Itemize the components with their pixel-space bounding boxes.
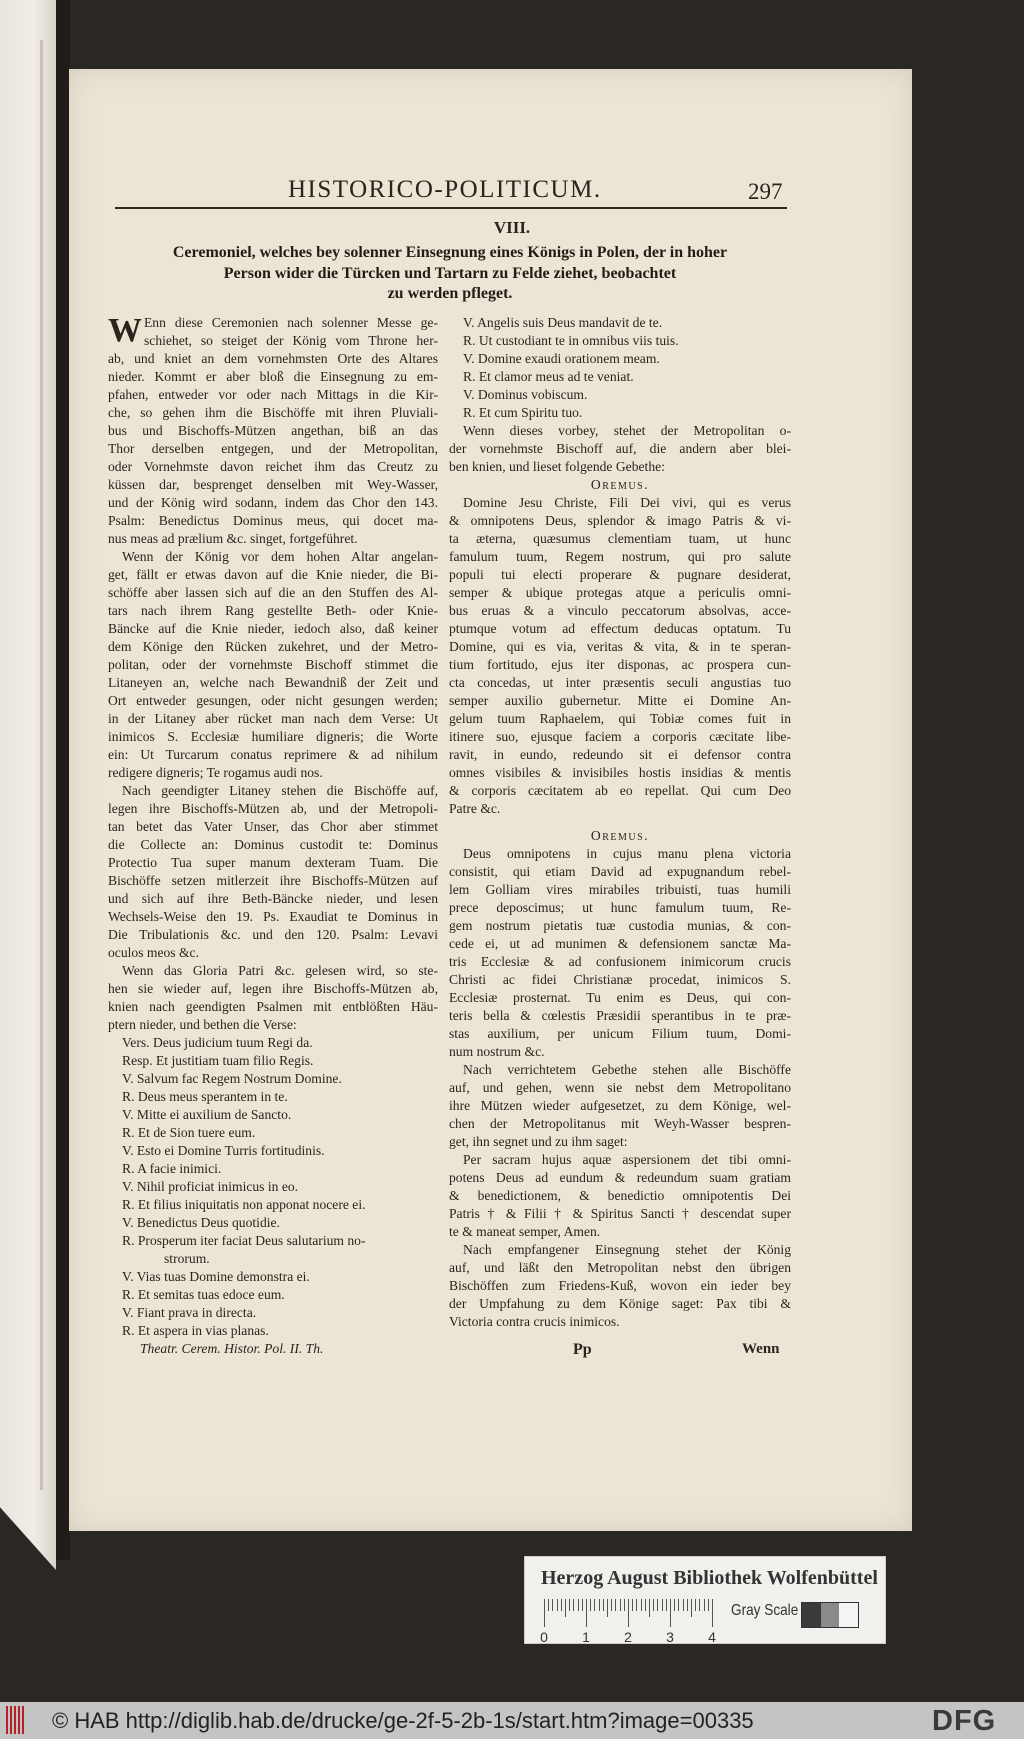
text-line: te & maneat semper, Amen. bbox=[449, 1224, 601, 1239]
text-line: küssen dar, besprenget denselben mit Wey-Wasser, bbox=[108, 477, 438, 492]
text-line: tium fortitudo, ejus iter disponas, ac prospera cun- bbox=[449, 657, 791, 672]
dfg-logo: DFG bbox=[932, 1705, 997, 1737]
running-head: HISTORICO-POLITICUM. bbox=[288, 176, 602, 203]
ruler-tick bbox=[628, 1599, 629, 1627]
text-line: Patris † & Filii † & Spiritus Sancti † descendat super bbox=[449, 1206, 791, 1221]
text-line: lem Golliam vires mirabiles tribuisti, tuas humili bbox=[449, 882, 791, 897]
text-line: Vers. Deus judicium tuum Regi da. bbox=[122, 1035, 313, 1050]
text-line: Nach geendigter Litaney stehen die Bischöffe auf, bbox=[122, 783, 438, 798]
signature-mark: Pp bbox=[573, 1341, 592, 1358]
verse-item bbox=[108, 1196, 438, 1214]
text-line: nus meas ad prælium &c. singet, fortgeführet. bbox=[108, 531, 358, 546]
ruler-tick bbox=[569, 1599, 570, 1611]
title-line: Person wider die Türcken und Tartarn zu Felde ziehet, beobachtet bbox=[223, 264, 677, 282]
verse-item bbox=[108, 1178, 438, 1196]
verse-item bbox=[108, 1106, 438, 1124]
ruler-tick bbox=[611, 1599, 612, 1611]
ruler-tick bbox=[557, 1599, 558, 1611]
ruler-tick bbox=[573, 1599, 574, 1611]
title-line: Ceremoniel, welches bey solenner Einsegnung eines Königs in Polen, der in hoher bbox=[172, 244, 728, 261]
ruler-number: 0 bbox=[540, 1629, 548, 1645]
text-line: und sich auf ihre Beth-Bäncke nieder, und lesen bbox=[108, 891, 438, 906]
text-line: Domine, qui es via, veritas & vita, & in te speran- bbox=[449, 639, 791, 654]
ruler-tick bbox=[662, 1599, 663, 1611]
text-line: ihre Mützen wieder aufgesetzet, zu dem Könige, wel- bbox=[449, 1098, 791, 1113]
title-line: zu werden pfleget. bbox=[387, 285, 513, 302]
ruler-tick bbox=[695, 1599, 696, 1611]
ruler-tick bbox=[653, 1599, 654, 1611]
prayer-heading: Oremus. bbox=[590, 828, 650, 843]
hab-logo-icon bbox=[6, 1706, 26, 1734]
text-line: knien nach geendigten Psalmen mit entblößten Häu- bbox=[108, 999, 438, 1014]
text-line: ta æterna, quæsumus clementiam tuam, ut hunc bbox=[449, 531, 791, 546]
text-line: R. Prosperum iter faciat Deus salutarium no- bbox=[122, 1233, 366, 1248]
color-calibration-card bbox=[524, 1556, 886, 1644]
institution-name: Herzog August Bibliothek Wolfenbüttel bbox=[541, 1567, 878, 1589]
text-line: Domine Jesu Christe, Fili Dei vivi, qui es verus bbox=[463, 495, 791, 510]
text-line: Patre &c. bbox=[449, 801, 501, 816]
text-line: teris bella & cœlestis Præsidii sperantibus in te præ- bbox=[449, 1008, 791, 1023]
verse-item bbox=[449, 350, 791, 368]
ruler-number: 4 bbox=[708, 1629, 716, 1645]
text-line: Ecclesiæ prosternat. Tu enim es Deus, qui con- bbox=[449, 990, 791, 1005]
text-line: get, ihn segnet und zu ihm saget: bbox=[449, 1134, 628, 1149]
ruler-tick bbox=[632, 1599, 633, 1611]
paragraph bbox=[449, 422, 791, 476]
verse-item bbox=[108, 1160, 438, 1178]
ruler-number: 2 bbox=[624, 1629, 632, 1645]
ruler-tick bbox=[645, 1599, 646, 1611]
text-line: und der König wird sodann, indem das Chor den 143. bbox=[108, 495, 438, 510]
text-line: Enn diese Ceremonien nach solenner Messe ge- bbox=[144, 315, 438, 330]
ruler-tick bbox=[624, 1599, 625, 1611]
gray-scale-label: Gray Scale bbox=[731, 1602, 799, 1619]
text-line: Die Tribulationis &c. und den 120. Psalm: Levavi bbox=[108, 927, 438, 942]
paragraph bbox=[108, 782, 438, 962]
ruler-tick bbox=[615, 1599, 616, 1611]
ruler-tick bbox=[582, 1599, 583, 1611]
gray-swatch bbox=[839, 1603, 858, 1627]
text-line: R. Et cum Spiritu tuo. bbox=[463, 405, 583, 420]
verse-item bbox=[108, 1214, 438, 1232]
ruler-tick bbox=[578, 1599, 579, 1611]
verse-item bbox=[108, 1034, 438, 1052]
text-line: itinere suo, ejusque faciem a corporis cæcitate libe- bbox=[449, 729, 791, 744]
text-line: V. Domine exaudi orationem meam. bbox=[463, 351, 660, 366]
gray-swatch bbox=[821, 1603, 840, 1627]
text-line: Protectio Tua super manum dexteram Tuam. Die bbox=[108, 855, 438, 870]
ruler-tick bbox=[599, 1599, 600, 1611]
text-line: Christi ac fidei Christianæ procedat, inimicos S. bbox=[449, 972, 791, 987]
text-line: semper & ubique protegas atque a periculis omni- bbox=[449, 585, 791, 600]
text-line: Wenn das Gloria Patri &c. gelesen wird, so ste- bbox=[122, 963, 438, 978]
ruler-tick bbox=[586, 1599, 587, 1627]
text-line: ptern nieder, und bethen die Verse: bbox=[108, 1017, 297, 1032]
paragraph bbox=[108, 548, 438, 782]
text-line: ravit, in eundo, redeundo sit ei defensor contra bbox=[449, 747, 791, 762]
text-line: che, so gehen ihm die Bischöffe mit ihren Pluviali- bbox=[108, 405, 438, 420]
text-line: tan betet das Vater Unser, das Chor aber stimmet bbox=[108, 819, 438, 834]
verse-item bbox=[449, 386, 791, 404]
verse-item bbox=[108, 1232, 438, 1268]
text-line: V. Salvum fac Regem Nostrum Domine. bbox=[122, 1071, 342, 1086]
ruler-tick bbox=[666, 1599, 667, 1611]
text-line: Nach empfangener Einsegnung stehet der König bbox=[463, 1242, 791, 1257]
verse-item bbox=[449, 332, 791, 350]
left-text-column bbox=[108, 314, 438, 1358]
ruler-tick bbox=[620, 1599, 621, 1611]
source-citation: Theatr. Cerem. Histor. Pol. II. Th. bbox=[140, 1341, 324, 1356]
header-rule bbox=[115, 207, 787, 209]
text-line: get, fällt er etwas davon auf die Knie nieder, die Bi- bbox=[108, 567, 438, 582]
text-line: oder Vornehmste davon reichet ihm das Creutz zu bbox=[108, 459, 438, 474]
page-number: 297 bbox=[748, 179, 783, 204]
text-line: redigere digneris; Te rogamus audi nos. bbox=[108, 765, 323, 780]
text-line: Bischöffe setzen mitlerzeit ihre Bischoffs-Mützen auf bbox=[108, 873, 438, 888]
text-line: Ort entweder gesungen, oder nicht gesungen werden; bbox=[108, 693, 438, 708]
text-line: & corporis cæcitatem ab eo repellat. Qui cum Deo bbox=[449, 783, 791, 798]
verse-item bbox=[449, 368, 791, 386]
paragraph bbox=[108, 962, 438, 1034]
text-line: oculos meos &c. bbox=[108, 945, 199, 960]
text-line: V. Vias tuas Domine demonstra ei. bbox=[122, 1269, 310, 1284]
text-line: V. Dominus vobiscum. bbox=[463, 387, 588, 402]
text-line: R. Et clamor meus ad te veniat. bbox=[463, 369, 634, 384]
paragraph bbox=[449, 1241, 791, 1331]
ruler-number: 3 bbox=[666, 1629, 674, 1645]
ruler-tick bbox=[607, 1599, 608, 1617]
verse-item bbox=[108, 1070, 438, 1088]
ruler-tick bbox=[687, 1599, 688, 1611]
text-line: R. Et semitas tuas edoce eum. bbox=[122, 1287, 285, 1302]
text-line: Thor derselben entgegen, und der Metropolitan, bbox=[108, 441, 438, 456]
verse-item bbox=[449, 404, 791, 422]
text-line: Per sacram hujus aquæ aspersionem det tibi omni- bbox=[463, 1152, 791, 1167]
ruler-tick bbox=[603, 1599, 604, 1611]
text-line: Wenn dieses vorbey, stehet der Metropolitan o- bbox=[463, 423, 791, 438]
paragraph bbox=[108, 314, 438, 548]
right-text-column bbox=[449, 314, 791, 1331]
centimeter-ruler bbox=[540, 1599, 716, 1645]
text-line: Deus omnipotens in cujus manu plena victoria bbox=[463, 846, 791, 861]
copyright-url[interactable]: © HAB http://diglib.hab.de/drucke/ge-2f-5-2b-1s/start.htm?image=00335 bbox=[52, 1708, 754, 1733]
text-line: semper auxilio gubernetur. Mitte ei Domine An- bbox=[449, 693, 791, 708]
text-line: die Collecte an: Dominus custodit te: Dominus bbox=[108, 837, 438, 852]
text-line: R. Deus meus sperantem in te. bbox=[122, 1089, 288, 1104]
text-line: R. Et filius iniquitatis non apponat nocere ei. bbox=[122, 1197, 366, 1212]
text-line: famulum tuum, Regem nostrum, qui pro salute bbox=[449, 549, 791, 564]
text-line: auf, und läßt den Metropolitan nebst den übrigen bbox=[449, 1260, 791, 1275]
verse-item bbox=[108, 1052, 438, 1070]
text-line: populi tui electi properare & pugnare desiderat, bbox=[449, 567, 791, 582]
text-line: R. Et aspera in vias planas. bbox=[122, 1323, 269, 1338]
paragraph bbox=[449, 494, 791, 818]
text-line: bus und Bischoffs-Mützen angethan, biß an das bbox=[108, 423, 438, 438]
verse-item bbox=[108, 1268, 438, 1286]
text-line: dem Könige den Rücken zukehret, und der Metro- bbox=[108, 639, 438, 654]
gray-scale-swatches bbox=[801, 1602, 859, 1628]
ruler-tick bbox=[552, 1599, 553, 1611]
text-line: & omnipotens Deus, splendor & imago Patris & vi- bbox=[449, 513, 791, 528]
ruler-tick bbox=[670, 1599, 671, 1627]
text-line: R. A facie inimici. bbox=[122, 1161, 222, 1176]
text-line: hen sie wieder auf, legen ihre Bischoffs-Mützen ab, bbox=[108, 981, 438, 996]
text-line: ab, und kniet an dem vornehmsten Orte des Altares bbox=[108, 351, 438, 366]
ruler-tick bbox=[565, 1599, 566, 1617]
ruler-tick bbox=[699, 1599, 700, 1611]
text-line: V. Mitte ei auxilium de Sancto. bbox=[122, 1107, 292, 1122]
text-line: Litaneyen an, welche nach Bewandniß der Zeit und bbox=[108, 675, 438, 690]
text-line: der Umpfahung zu dem Könige saget: Pax tibi & bbox=[449, 1296, 791, 1311]
text-line: auf, und gehen, wenn sie nebst dem Metropolitano bbox=[449, 1080, 791, 1095]
ruler-tick bbox=[561, 1599, 562, 1611]
text-line: ein: Ut Turcarum conatus reprimere & ad nihilum bbox=[108, 747, 438, 762]
text-line: legen ihre Bischoffs-Mützen ab, und der Metropoli- bbox=[108, 801, 438, 816]
text-line: Psalm: Benedictus Dominus meus, qui docet ma- bbox=[108, 513, 438, 528]
text-line: schiehet, so steiget der König vom Throne her- bbox=[144, 333, 438, 348]
text-line: cta concedas, ut inter præsentis seculi angustias tuo bbox=[449, 675, 791, 690]
ruler-tick bbox=[674, 1599, 675, 1611]
ruler-tick bbox=[704, 1599, 705, 1611]
text-line: tars nach ihrem Rang gestellte Beth- oder Knie- bbox=[108, 603, 438, 618]
ruler-tick bbox=[594, 1599, 595, 1611]
text-line: R. Et de Sion tuere eum. bbox=[122, 1125, 256, 1140]
verse-item bbox=[108, 1322, 438, 1340]
verse-item bbox=[108, 1286, 438, 1304]
verse-item bbox=[108, 1088, 438, 1106]
text-line: V. Angelis suis Deus mandavit de te. bbox=[463, 315, 663, 330]
text-line: R. Ut custodiant te in omnibus viis tuis. bbox=[463, 333, 679, 348]
ruler-tick bbox=[641, 1599, 642, 1611]
text-line: V. Benedictus Deus quotidie. bbox=[122, 1215, 280, 1230]
ruler-tick bbox=[683, 1599, 684, 1611]
text-line: ben knien, und lieset folgende Gebethe: bbox=[449, 459, 665, 474]
text-line: stas auxilium, per unicum Filium tuum, Domi- bbox=[449, 1026, 791, 1041]
text-line: V. Nihil proficiat inimicus in eo. bbox=[122, 1179, 299, 1194]
text-line: bus eruas & a vinculo peccatorum absolvas, acce- bbox=[449, 603, 791, 618]
paragraph bbox=[449, 845, 791, 1061]
text-line: consistit, qui etiam David ad expugnandum rebel- bbox=[449, 864, 791, 879]
drop-cap: W bbox=[108, 312, 142, 349]
ruler-tick bbox=[691, 1599, 692, 1617]
text-line: prece deposcimus; ut hunc famulum tuum, Re- bbox=[449, 900, 791, 915]
ruler-tick bbox=[712, 1599, 713, 1627]
text-line: der vornehmste Bischoff auf, die andern aber blei- bbox=[449, 441, 791, 456]
chapter-title bbox=[120, 243, 780, 305]
text-line: in der Litaney aber rücket man nach dem Verse: Ut bbox=[108, 711, 438, 726]
ruler-number: 1 bbox=[582, 1629, 590, 1645]
verse-item bbox=[108, 1124, 438, 1142]
catchword: Wenn bbox=[742, 1341, 780, 1357]
prayer-heading: Oremus. bbox=[590, 477, 650, 492]
section-number: VIII. bbox=[493, 218, 531, 237]
text-line: num nostrum &c. bbox=[449, 1044, 545, 1059]
text-line: Bäncke auf die Knie nieder, iedoch also, daß keiner bbox=[108, 621, 438, 636]
text-line: Resp. Et justitiam tuam filio Regis. bbox=[122, 1053, 314, 1068]
text-line: politan, oder der vornehmste Bischoff stimmet die bbox=[108, 657, 438, 672]
text-line: Nach verrichtetem Gebethe stehen alle Bischöffe bbox=[463, 1062, 791, 1077]
text-line: Wenn der König vor dem hohen Altar angelan- bbox=[122, 549, 438, 564]
ruler-tick bbox=[636, 1599, 637, 1611]
ruler-tick bbox=[678, 1599, 679, 1611]
verse-item bbox=[449, 314, 791, 332]
text-line: & benedictionem, & benedictio omnipotentis Dei bbox=[449, 1188, 791, 1203]
ruler-tick bbox=[657, 1599, 658, 1611]
text-line: strorum. bbox=[164, 1251, 210, 1266]
text-line: Victoria contra crucis inimicos. bbox=[449, 1314, 620, 1329]
text-line: tris Ecclesiæ & ad confusionem inimicorum crucis bbox=[449, 954, 791, 969]
paragraph bbox=[449, 1061, 791, 1151]
text-line: schöffe aber lassen sich auf die an den Stuffen des Al- bbox=[108, 585, 438, 600]
paragraph bbox=[449, 1151, 791, 1241]
verse-item bbox=[108, 1304, 438, 1322]
text-line: chen der Metropolitanus mit Weyh-Wasser bespren- bbox=[449, 1116, 791, 1131]
text-line: inimicos S. Ecclesiæ humiliare digneris; die Worte bbox=[108, 729, 438, 744]
ruler-tick bbox=[708, 1599, 709, 1611]
text-line: V. Fiant prava in directa. bbox=[122, 1305, 257, 1320]
text-line: Wechsels-Weise den 19. Ps. Exaudiat te Dominus in bbox=[108, 909, 438, 924]
ruler-tick bbox=[544, 1599, 545, 1627]
ruler-tick bbox=[649, 1599, 650, 1617]
gray-swatch bbox=[802, 1603, 821, 1627]
footer-bar bbox=[0, 1702, 1024, 1739]
text-line: gelum tuum Raphaelem, qui Tobiæ comes fuit in bbox=[449, 711, 791, 726]
text-line: V. Esto ei Domine Turris fortitudinis. bbox=[122, 1143, 325, 1158]
text-line: potens Deus ad eundum & redeundum suam gratiam bbox=[449, 1170, 791, 1185]
text-line: ptumque votum ad effectum deducas optatum. Tu bbox=[449, 621, 791, 636]
text-line: omnes visibiles & invisibiles hostis insidias & mentis bbox=[449, 765, 791, 780]
text-line: nieder. Kommt er aber bloß die Einsegnung zu em- bbox=[108, 369, 438, 384]
text-line: cede ei, ut ad munimen & defensionem sanctæ Ma- bbox=[449, 936, 791, 951]
verse-item bbox=[108, 1142, 438, 1160]
text-line: gem nostrum pietatis tuæ custodia munias, & con- bbox=[449, 918, 791, 933]
text-line: Bischöffen zum Friedens-Kuß, wovon ein ieder bey bbox=[449, 1278, 791, 1293]
ruler-tick bbox=[548, 1599, 549, 1611]
ruler-tick bbox=[590, 1599, 591, 1611]
text-line: pfahen, entweder vor oder nach Mittags in die Kir- bbox=[108, 387, 438, 402]
